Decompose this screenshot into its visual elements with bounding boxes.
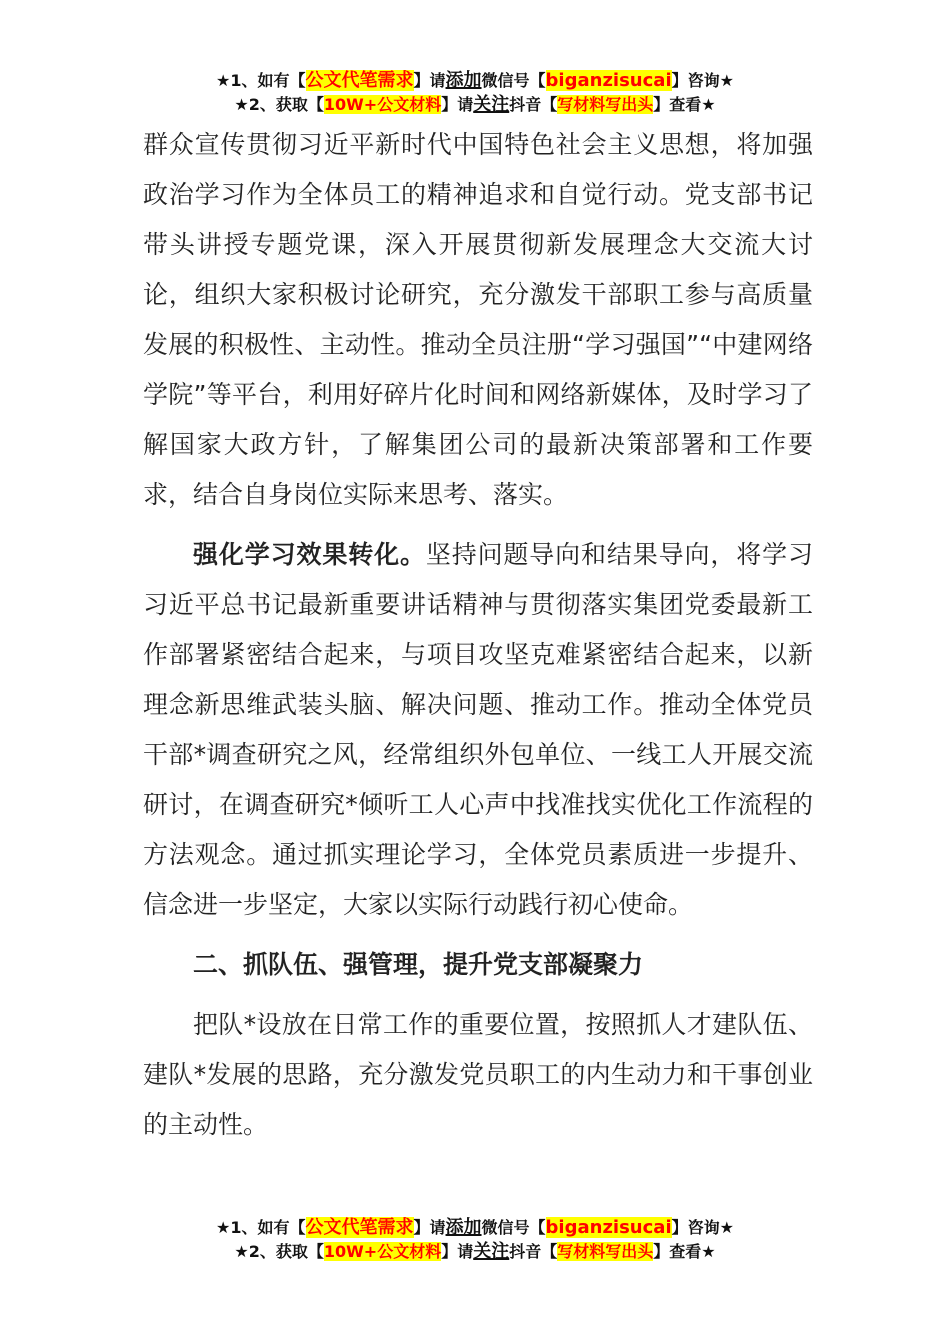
banner-emphasis: 关注 (473, 94, 510, 115)
banner-emphasis: 关注 (473, 1241, 510, 1262)
banner-text: 】咨询★ (671, 1218, 734, 1237)
banner-text: 抖音【 (509, 1242, 558, 1261)
banner-emphasis: 添加 (445, 1217, 482, 1238)
section-heading: 二、抓队伍、强管理，提升党支部凝聚力 (193, 950, 644, 979)
banner-emphasis: 添加 (445, 70, 482, 91)
banner-text: 微信号【 (481, 71, 546, 90)
banner-text: ★2、获取【 (234, 1242, 324, 1261)
banner-highlight: 写材料写出头 (557, 95, 654, 114)
banner-text: 】查看★ (653, 95, 716, 114)
banner-text: 】咨询★ (671, 71, 734, 90)
banner-highlight: 10W+公文材料 (323, 95, 442, 114)
paragraph: 把队*设放在日常工作的重要位置，按照抓人才建队伍、建队*发展的思路，充分激发党员职工的内生动力和干事创业的主动性。 (143, 1010, 813, 1139)
banner-line-1 (0, 69, 950, 93)
banner-text: ★1、如有【 (216, 1218, 306, 1237)
banner-highlight: 公文代笔需求 (305, 70, 414, 91)
banner-highlight: biganzisucai (545, 1217, 672, 1238)
banner-text: 抖音【 (509, 95, 558, 114)
banner-text: 】请 (441, 95, 474, 114)
banner-line-2 (0, 93, 950, 117)
banner-text: 】查看★ (653, 1242, 716, 1261)
banner-text: 】请 (413, 71, 446, 90)
paragraph-text: 坚持问题导向和结果导向，将学习习近平总书记最新重要讲话精神与贯彻落实集团党委最新工作部署紧密结合起来，与项目攻坚克难紧密结合起来，以新理念新思维武装头脑、解决问题、推动工作。推动全体党员干部*调查研究之风，经常组织外包单位、一线工人开展交流研讨，在调查研究*倾听工人心声中找准找实优化工作流程的方法观念。通过抓实理论学习，全体党员素质进一步提升、信念进一步坚定，大家以实际行动践行初心使命。 (143, 540, 813, 919)
paragraph-lead: 强化学习效果转化。 (193, 540, 426, 569)
header-banner (0, 69, 950, 117)
banner-highlight: 10W+公文材料 (323, 1242, 442, 1261)
banner-text: 】请 (441, 1242, 474, 1261)
paragraph: 群众宣传贯彻习近平新时代中国特色社会主义思想，将加强政治学习作为全体员工的精神追求和自觉行动。党支部书记带头讲授专题党课，深入开展贯彻新发展理念大交流大讨论，组织大家积极讨论研究，充分激发干部职工参与高质量发展的积极性、主动性。推动全员注册“学习强国”“中建网络学院”等平台，利用好碎片化时间和网络新媒体，及时学习了解国家大政方针，了解集团公司的最新决策部署和工作要求，结合自身岗位实际来思考、落实。 (143, 130, 813, 509)
footer-banner (0, 1216, 950, 1264)
document-body (143, 120, 813, 1160)
banner-text: ★1、如有【 (216, 71, 306, 90)
banner-text: ★2、获取【 (234, 95, 324, 114)
banner-text: 】请 (413, 1218, 446, 1237)
banner-highlight: biganzisucai (545, 70, 672, 91)
paragraph (143, 530, 813, 930)
banner-highlight: 写材料写出头 (557, 1242, 654, 1261)
banner-text: 微信号【 (481, 1218, 546, 1237)
banner-line-1 (0, 1216, 950, 1240)
banner-highlight: 公文代笔需求 (305, 1217, 414, 1238)
banner-line-2 (0, 1240, 950, 1264)
